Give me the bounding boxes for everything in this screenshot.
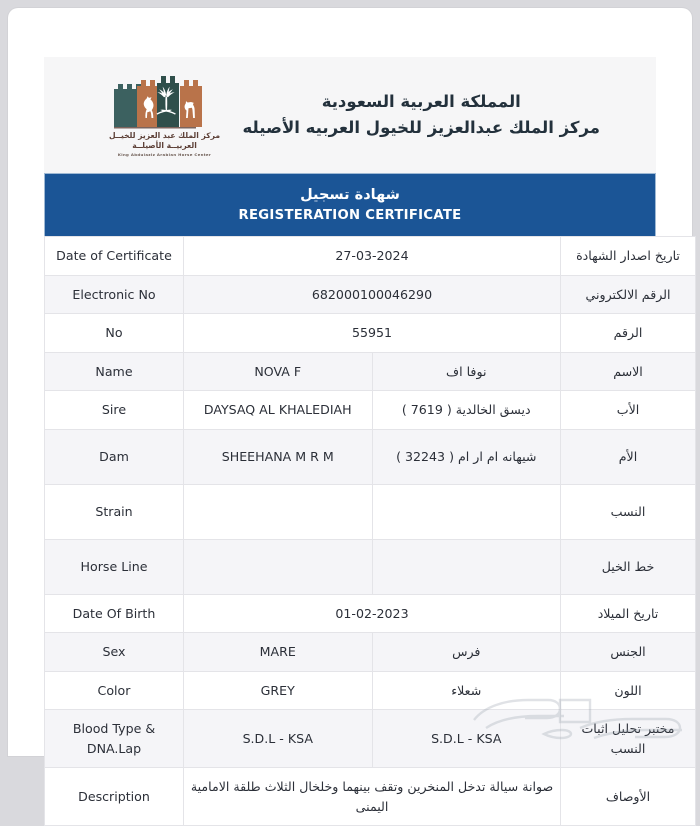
row-label-ar: خط الخيل <box>561 539 696 594</box>
row-value-ar <box>372 539 561 594</box>
certificate-header <box>44 57 656 173</box>
row-value-ar: شعلاء <box>372 671 561 710</box>
row-label-en: Strain <box>45 484 184 539</box>
row-value: GREY <box>184 671 373 710</box>
certificate-page-sheet <box>8 8 692 814</box>
row-label-en: Electronic No <box>45 275 184 314</box>
table-row <box>45 671 696 710</box>
table-row <box>45 237 696 276</box>
kingdom-name: المملكة العربية السعودية <box>321 91 521 111</box>
table-row <box>45 539 696 594</box>
row-label-en: Sex <box>45 633 184 672</box>
organization-titles <box>243 89 600 142</box>
table-row <box>45 314 696 353</box>
row-label-ar: اللون <box>561 671 696 710</box>
row-label-ar: الرقم <box>561 314 696 353</box>
row-value: DAYSAQ AL KHALEDIAH <box>184 391 373 430</box>
row-label-en: Date Of Birth <box>45 594 184 633</box>
row-label-en: Sire <box>45 391 184 430</box>
table-row <box>45 768 696 826</box>
table-row <box>45 594 696 633</box>
row-value-ar: نوفا اف <box>372 352 561 391</box>
center-name: مركز الملك عبدالعزيز للخيول العربيه الأصيله <box>242 118 600 137</box>
row-label-ar: الاسم <box>561 352 696 391</box>
row-value: NOVA F <box>184 352 373 391</box>
row-value-ar: فرس <box>372 633 561 672</box>
certificate-details-table <box>44 236 696 826</box>
row-value: MARE <box>184 633 373 672</box>
row-value-ar: شيهانه ام ار ام ( 32243 ) <box>372 429 561 484</box>
banner-title-arabic: شهادة تسجيل <box>300 187 400 203</box>
row-value <box>184 539 373 594</box>
table-row <box>45 352 696 391</box>
table-row <box>45 710 696 768</box>
row-value <box>184 484 373 539</box>
row-label-ar: تاريخ الميلاد <box>561 594 696 633</box>
emblem-caption-arabic: مركز الملك عبد العزيز للخيــل العربيــة الأصيلــة <box>109 130 221 150</box>
row-label-ar: تاريخ اصدار الشهادة <box>561 237 696 276</box>
row-value-ar: S.D.L - KSA <box>372 710 561 768</box>
row-label-ar: الأوصاف <box>561 768 696 826</box>
certificate-title-banner <box>44 173 656 236</box>
table-row <box>45 429 696 484</box>
row-value: S.D.L - KSA <box>184 710 373 768</box>
emblem-caption-english: King Abdulaziz Arabian Horse Center <box>117 152 212 158</box>
row-value: صوانة سيالة تدخل المنخرين وتقف بينهما وخلخال الثلاث طلقة الامامية اليمنى <box>184 768 561 826</box>
emblem <box>105 73 225 158</box>
row-label-ar: الرقم الالكتروني <box>561 275 696 314</box>
row-label-ar: النسب <box>561 484 696 539</box>
row-value: 01-02-2023 <box>184 594 561 633</box>
row-label-en: Date of Certificate <box>45 237 184 276</box>
king-abdulaziz-arabian-horse-center-logo-icon <box>112 73 218 129</box>
row-label-en: Horse Line <box>45 539 184 594</box>
row-label-en: Dam <box>45 429 184 484</box>
row-value-ar: ديسق الخالدية ( 7619 ) <box>372 391 561 430</box>
row-label-ar: الأب <box>561 391 696 430</box>
banner-title-english: REGISTERATION CERTIFICATE <box>238 208 462 223</box>
row-label-en: Description <box>45 768 184 826</box>
certificate-table-body <box>45 237 696 826</box>
table-row <box>45 633 696 672</box>
certificate-body <box>44 57 680 826</box>
row-label-ar: مختبر تحليل اثبات النسب <box>561 710 696 768</box>
row-value-ar <box>372 484 561 539</box>
row-value: 55951 <box>184 314 561 353</box>
row-value: 27-03-2024 <box>184 237 561 276</box>
row-label-en: Color <box>45 671 184 710</box>
row-label-en: No <box>45 314 184 353</box>
table-row <box>45 391 696 430</box>
row-value: SHEEHANA M R M <box>184 429 373 484</box>
row-label-ar: الأم <box>561 429 696 484</box>
row-value: 682000100046290 <box>184 275 561 314</box>
table-row <box>45 484 696 539</box>
table-row <box>45 275 696 314</box>
row-label-en: Name <box>45 352 184 391</box>
row-label-en: Blood Type & DNA.Lap <box>45 710 184 768</box>
row-label-ar: الجنس <box>561 633 696 672</box>
